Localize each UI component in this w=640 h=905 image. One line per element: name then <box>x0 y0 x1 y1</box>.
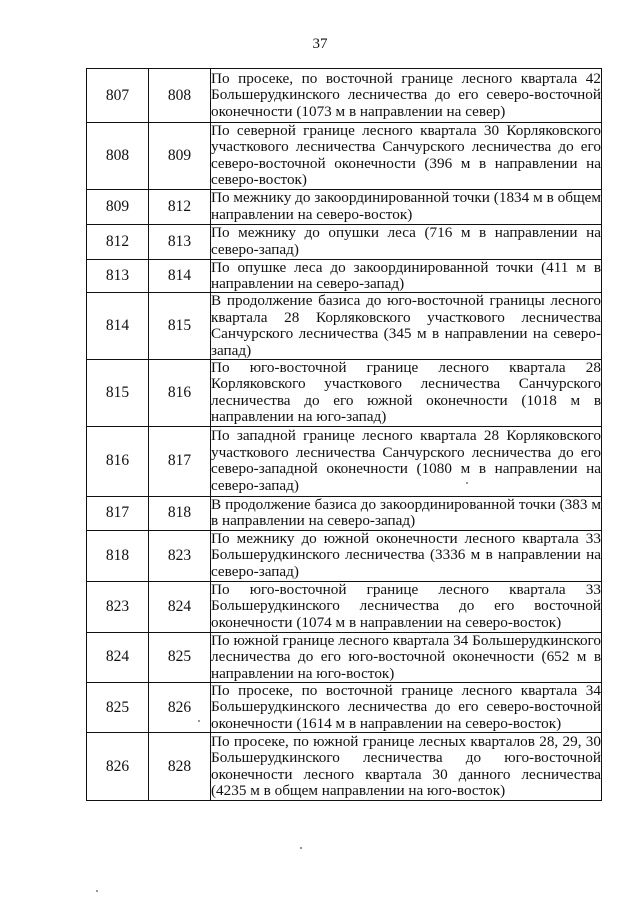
scan-speck <box>466 482 468 484</box>
to-point-cell: 812 <box>149 189 211 224</box>
table-row <box>87 123 602 190</box>
table-row <box>87 496 602 530</box>
from-point-cell: 815 <box>87 360 149 427</box>
boundary-description-cell: По межнику до опушки леса (716 м в направлении на северо-запад) <box>211 224 601 258</box>
from-point-cell: 824 <box>87 632 149 682</box>
table-row <box>87 360 602 427</box>
boundary-description-cell: По южной границе лесного квартала 34 Большерудкинского лесничества до его юго-восточной оконечности (652 м в направлении на юго-восток) <box>211 631 601 682</box>
boundary-description-cell: В продолжение базиса до юго-восточной границы лесного квартала 28 Корляковского участкового лесничества Санчурского лесничества (345 м в направлении на северо-запад) <box>211 292 601 359</box>
to-point-cell: 818 <box>149 496 211 530</box>
to-point-cell: 828 <box>149 733 211 801</box>
table-row <box>87 632 602 682</box>
table-row <box>87 69 602 123</box>
to-point-cell: 814 <box>149 259 211 293</box>
table-row <box>87 733 602 801</box>
from-point-cell: 807 <box>87 69 149 123</box>
from-point-cell: 823 <box>87 581 149 632</box>
from-point-cell: 817 <box>87 496 149 530</box>
boundary-description-cell: По просеке, по южной границе лесных кварталов 28, 29, 30 Большерудкинского лесничества до юго-восточной оконечности лесного квартала 30 данного лесничества (4235 м в общем направлении на юго-восток) <box>211 732 601 800</box>
to-point-cell: 809 <box>149 123 211 190</box>
table-row <box>87 530 602 581</box>
from-point-cell: 812 <box>87 224 149 259</box>
boundary-description-cell: По просеке, по восточной границе лесного квартала 42 Большерудкинского лесничества до его северо-восточной оконечности (1073 м в направлении на север) <box>211 69 602 123</box>
boundary-description-cell: По юго-восточной границе лесного квартала 33 Большерудкинского лесничества до его восточной оконечности (1074 м в направлении на северо-восток) <box>211 581 601 631</box>
from-point-cell: 809 <box>87 189 149 224</box>
table-row <box>87 682 602 732</box>
to-point-cell: 826 <box>149 682 211 732</box>
boundary-description-table <box>86 68 602 801</box>
to-point-cell: 824 <box>149 581 211 632</box>
scan-speck <box>96 890 98 892</box>
to-point-cell: 813 <box>149 224 211 259</box>
from-point-cell: 808 <box>87 123 149 190</box>
from-point-cell: 813 <box>87 259 149 293</box>
table-row <box>87 581 602 632</box>
from-point-cell: 814 <box>87 293 149 360</box>
to-point-cell: 817 <box>149 426 211 496</box>
table-row <box>87 224 602 259</box>
to-point-cell: 808 <box>149 69 211 123</box>
boundary-description-cell: В продолжение базиса до закоординированной точки (383 м в направлении на северо-запад) <box>211 495 601 530</box>
from-point-cell: 816 <box>87 426 149 496</box>
boundary-description-cell: По юго-восточной границе лесного квартала 28 Корляковского участкового лесничества Санчурского лесничества до его южной оконечности (1018 м в направлении на юго-запад) <box>211 359 601 426</box>
to-point-cell: 825 <box>149 632 211 682</box>
table-row <box>87 293 602 360</box>
page-number: 37 <box>312 36 328 52</box>
from-point-cell: 826 <box>87 733 149 801</box>
boundary-description-cell: По межнику до южной оконечности лесного квартала 33 Большерудкинского лесничества (3336 м в направлении на северо-запад) <box>211 530 601 580</box>
boundary-description-cell: По западной границе лесного квартала 28 Корляковского участкового лесничества Санчурского лесничества до его северо-западной оконечности (1080 м в направлении на северо-запад) <box>211 426 602 496</box>
to-point-cell: 816 <box>149 360 211 427</box>
scan-speck <box>300 847 302 849</box>
scan-speck <box>198 720 200 722</box>
boundary-description-cell: По северной границе лесного квартала 30 Корляковского участкового лесничества Санчурского лесничества до его северо-восточной оконечности (396 м в направлении на северо-восток) <box>211 122 601 189</box>
boundary-description-cell: По межнику до закоординированной точки (1834 м в общем направлении на северо-восток) <box>211 189 601 223</box>
from-point-cell: 825 <box>87 682 149 732</box>
from-point-cell: 818 <box>87 530 149 581</box>
table-row <box>87 189 602 224</box>
to-point-cell: 823 <box>149 530 211 581</box>
table-row <box>87 426 602 496</box>
boundary-description-cell: По просеке, по восточной границе лесного квартала 34 Большерудкинского лесничества до его северо-восточной оконечности (1614 м в направлении на северо-восток) <box>211 681 601 732</box>
boundary-description-cell: По опушке леса до закоординированной точки (411 м в направлении на северо-запад) <box>211 258 601 293</box>
table-row <box>87 259 602 293</box>
table-body <box>87 69 602 801</box>
to-point-cell: 815 <box>149 293 211 360</box>
